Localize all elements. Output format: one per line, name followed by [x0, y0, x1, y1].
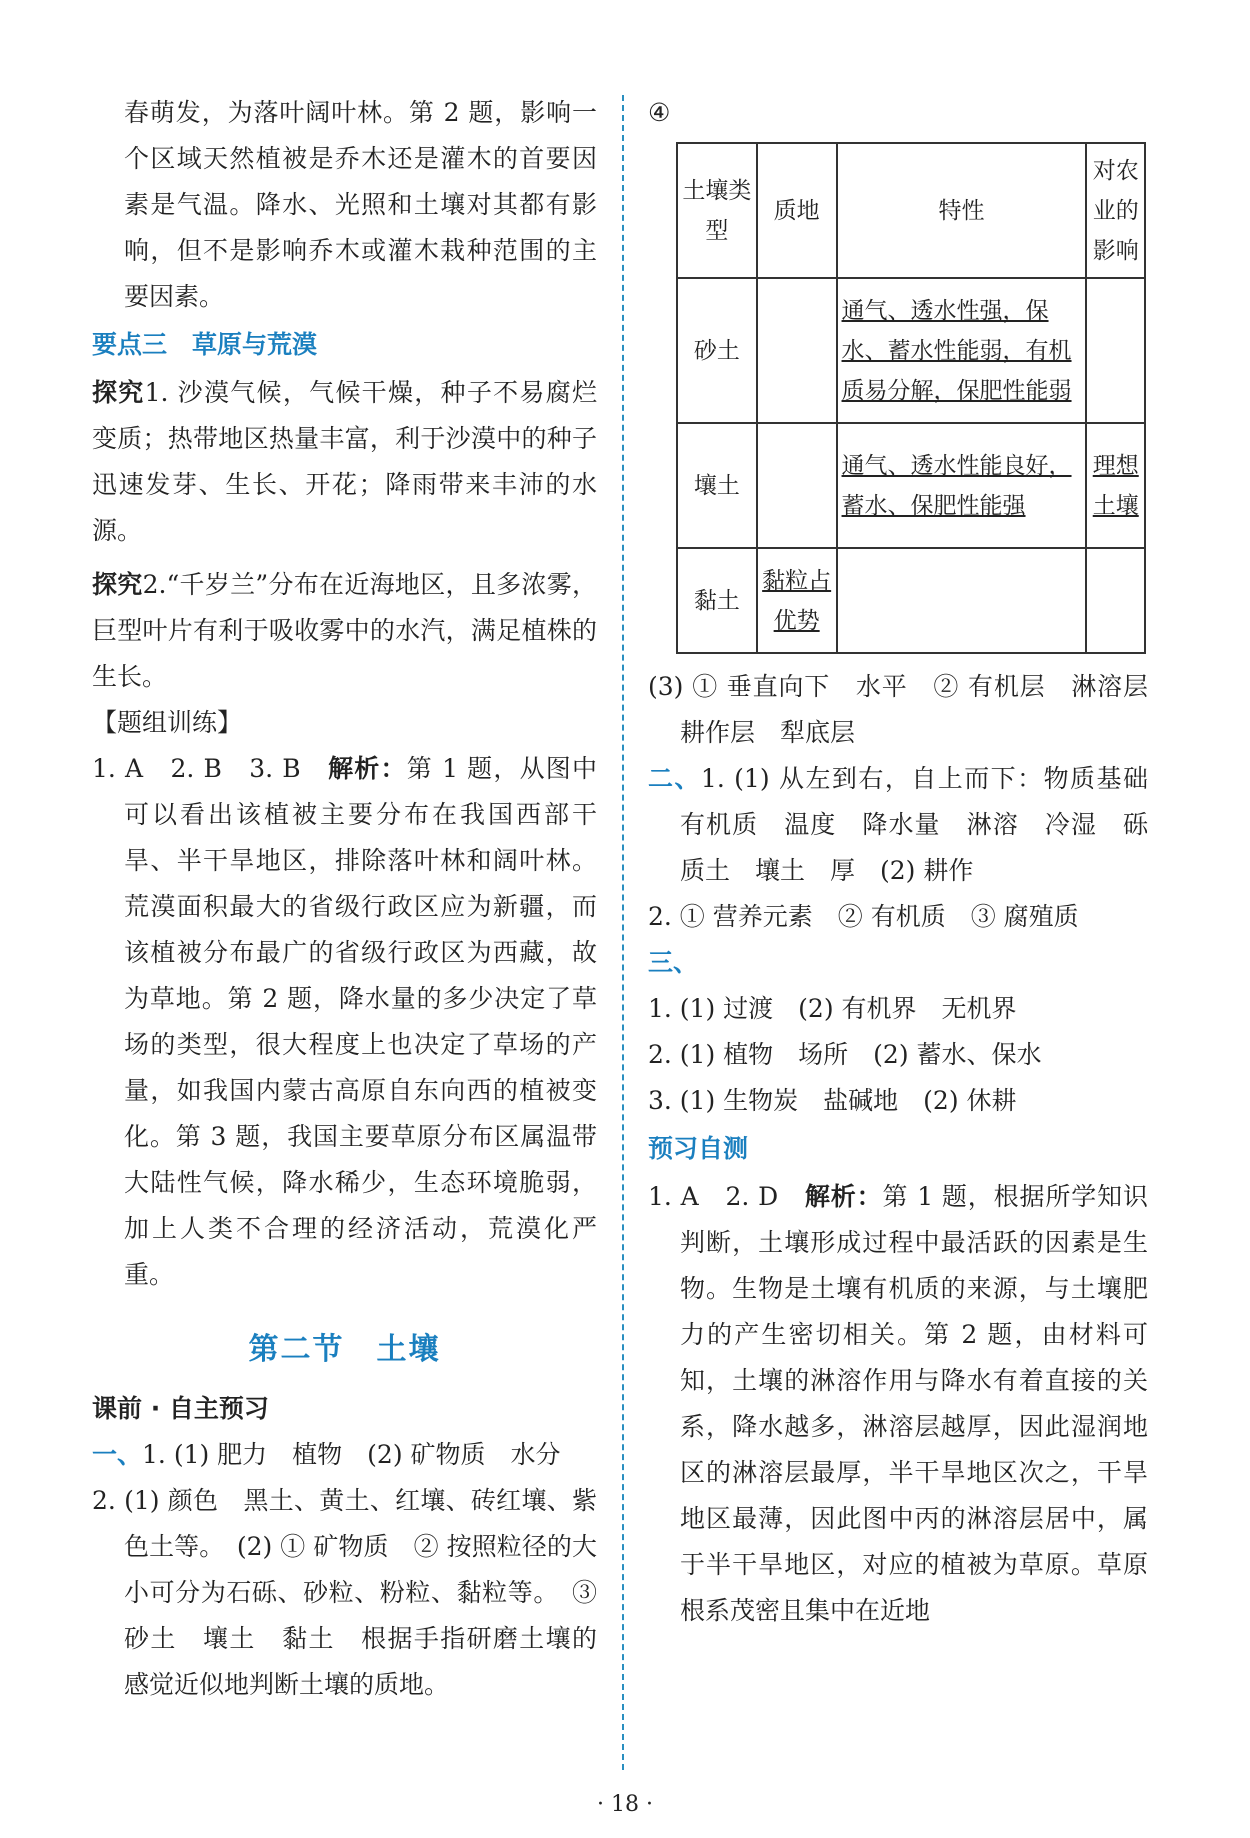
analysis-label: 解析：	[328, 754, 407, 783]
header-cell: 特性	[837, 143, 1087, 278]
explore1-text: 1. 沙漠气候，气候干燥，种子不易腐烂变质；热带地区热量丰富，利于沙漠中的种子迅速发芽、生长、开花；降雨带来丰沛的水源。	[92, 378, 597, 545]
header-cell: 质地	[757, 143, 837, 278]
explore2-paragraph	[92, 562, 597, 700]
item3-line: (3) ① 垂直向下 水平 ② 有机层 淋溶层 耕作层 犁底层	[648, 672, 1174, 747]
explore2-text: 2.“千岁兰”分布在近海地区，且多浓雾，巨型叶片有利于吸收雾中的水汽，满足植株的生长。	[92, 570, 597, 691]
header-cell: 对农业的影响	[1086, 143, 1145, 278]
part2-line1-text: 1. (1) 从左到右，自上而下：物质基础 有机质 温度 降水量 淋溶 冷湿 砾质土 壤土 厚 (2) 耕作	[680, 764, 1173, 885]
part3-line1: 1. (1) 过渡 (2) 有机界 无机界	[648, 994, 1017, 1023]
pre-study-heading: 课前 · 自主预习	[92, 1394, 269, 1423]
chars-cell	[837, 423, 1087, 548]
part1-label: 一、	[92, 1440, 143, 1469]
impact-cell	[1086, 423, 1145, 548]
header-cell: 土壤类型	[677, 143, 757, 278]
column-divider	[622, 95, 624, 1770]
part1-line1-text: 1. (1) 肥力 植物 (2) 矿物质 水分	[142, 1440, 561, 1469]
part3-line3: 3. (1) 生物炭 盐碱地 (2) 休耕	[648, 1086, 1017, 1115]
page-number: · 18 ·	[597, 1792, 653, 1817]
circle-four: ④	[648, 98, 671, 127]
chars-answer: 通气、透水性能良好，蓄水、保肥性能强	[841, 452, 1072, 519]
soil-type-cell: 黏土	[677, 548, 757, 653]
impact-cell	[1086, 548, 1145, 653]
chars-cell	[837, 278, 1087, 423]
impact-answer: 理想土壤	[1092, 452, 1139, 519]
table-row	[677, 423, 1145, 548]
training-paragraph	[92, 746, 597, 1298]
part2-label: 二、	[648, 764, 701, 793]
chars-answer: 通气、透水性强，保水、蓄水性能弱，有机质易分解，保肥性能弱	[841, 297, 1072, 404]
training-answers: 1. A 2. B 3. B	[92, 754, 329, 783]
explore1-label: 探究	[92, 378, 145, 407]
training-heading: 【题组训练】	[92, 708, 243, 737]
section-title: 第二节 土壤	[248, 1332, 441, 1367]
chars-cell	[837, 548, 1087, 653]
soil-type-cell: 砂土	[677, 278, 757, 423]
preview-paragraph	[648, 1174, 1148, 1634]
table-header-row	[677, 143, 1145, 278]
table-row	[677, 548, 1145, 653]
analysis-label: 解析：	[804, 1182, 883, 1211]
table-row	[677, 278, 1145, 423]
point3-heading: 要点三 草原与荒漠	[92, 330, 318, 359]
left-column	[92, 90, 597, 1708]
texture-answer: 黏粒占优势	[762, 567, 832, 634]
part3-line2: 2. (1) 植物 场所 (2) 蓄水、保水	[648, 1040, 1042, 1069]
preview-text: 第 1 题，根据所学知识判断，土壤形成过程中最活跃的因素是生物。生物是土壤有机质的来源，与土壤肥力的产生密切相关。第 2 题，由材料可知，土壤的淋溶作用与降水有着直接的关系，降水越多，淋溶层越厚，因此湿润地区的淋溶层最厚，半干旱地区次之，干旱地区最薄，因此图中丙的淋溶层居中，属于半干旱地区，对应的植被为草原。草原根系茂密且集中在近地	[680, 1182, 1148, 1625]
part3-label: 三、	[648, 948, 699, 977]
soil-table	[676, 142, 1146, 654]
part2-line2: 2. ① 营养元素 ② 有机质 ③ 腐殖质	[648, 902, 1079, 931]
intro-paragraph: 春萌发，为落叶阔叶林。第 2 题，影响一个区域天然植被是乔木还是灌木的首要因素是气温。降水、光照和土壤对其都有影响，但不是影响乔木或灌木栽种范围的主要因素。	[124, 98, 597, 311]
explore1-paragraph	[92, 370, 597, 554]
texture-cell	[757, 423, 837, 548]
preview-heading: 预习自测	[648, 1134, 749, 1163]
part1-line1	[92, 1432, 597, 1478]
part2-line1	[648, 756, 1173, 894]
texture-cell	[757, 548, 837, 653]
part1-line2: 2. (1) 颜色 黑土、黄土、红壤、砖红壤、紫色土等。 (2) ① 矿物质 ② 按照粒径的大小可分为石砾、砂粒、粉粒、黏粒等。 ③ 砂土 壤土 黏土 根据手指研磨土壤的感觉近似地判断土壤的质地。	[92, 1486, 597, 1699]
explore2-label: 探究	[92, 570, 143, 599]
soil-type-cell: 壤土	[677, 423, 757, 548]
training-text: 第 1 题，从图中可以看出该植被主要分布在我国西部干旱、半干旱地区，排除落叶林和阔叶林。荒漠面积最大的省级行政区应为新疆，而该植被分布最广的省级行政区为西藏，故为草地。第 2 题，降水量的多少决定了草场的类型，很大程度上也决定了草场的产量，如我国内蒙古高原自东向西的植被变化。第 3 题，我国主要草原分布区属温带大陆性气候，降水稀少，生态环境脆弱，加上人类不合理的经济活动，荒漠化严重。	[124, 754, 597, 1289]
preview-answers: 1. A 2. D	[648, 1182, 805, 1211]
impact-cell	[1086, 278, 1145, 423]
texture-cell	[757, 278, 837, 423]
right-column	[648, 90, 1174, 1634]
